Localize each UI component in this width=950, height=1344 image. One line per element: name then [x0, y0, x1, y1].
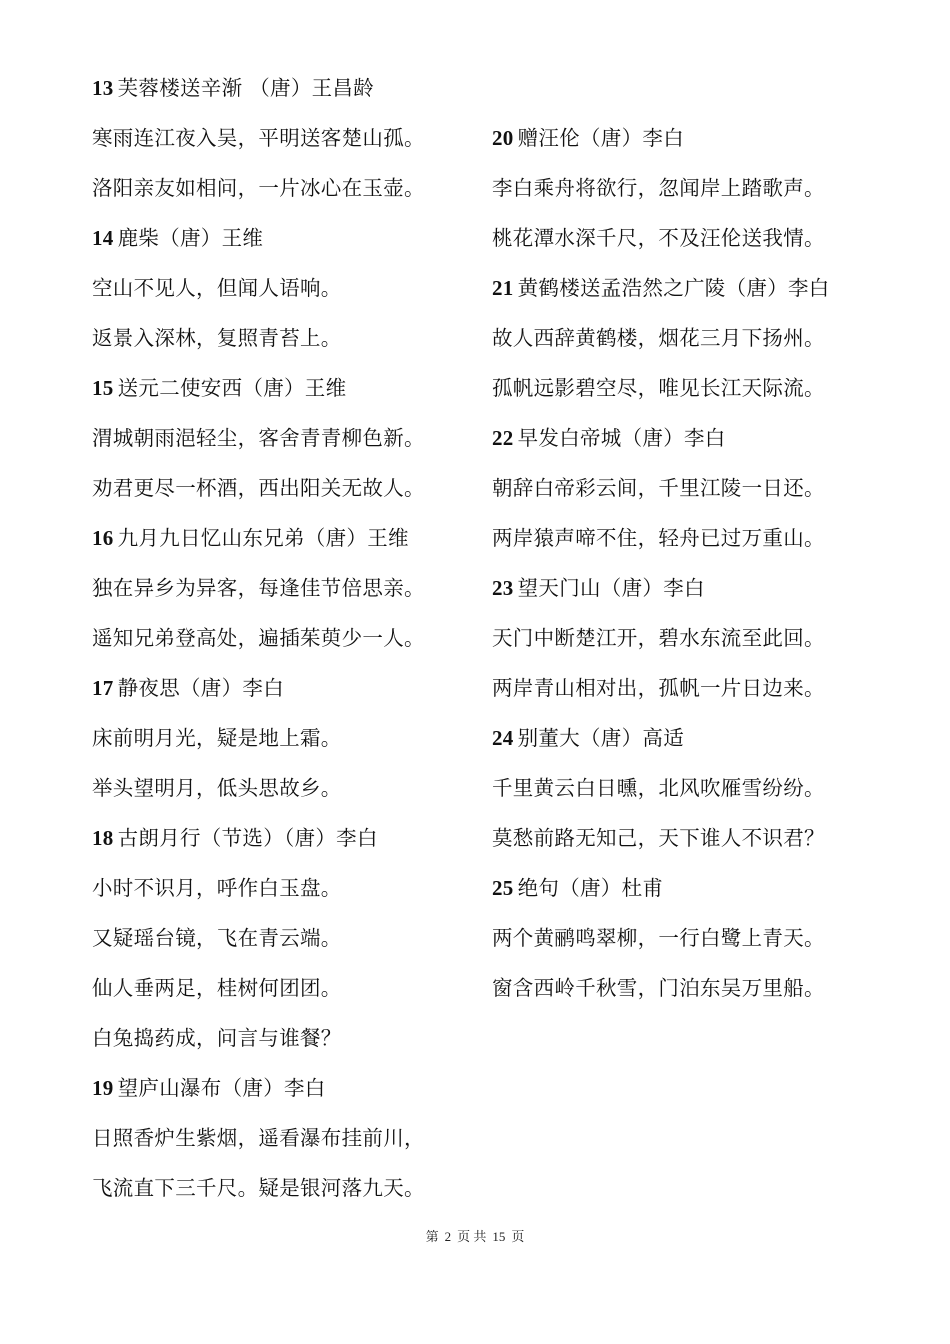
poem-number: 15: [92, 376, 114, 400]
poem-verse: 寒雨连江夜入吴，平明送客楚山孤。: [92, 126, 425, 150]
poem-verse: 返景入深林，复照青苔上。: [92, 326, 342, 350]
poem-number: 22: [492, 426, 514, 450]
poem-title-text: 望天门山（唐）李白: [517, 576, 705, 600]
poem-verse: 飞流直下三千尺。疑是银河落九天。: [92, 1176, 425, 1200]
poem-number: 21: [492, 276, 514, 300]
poem-title: [92, 216, 472, 266]
poem-title: [492, 266, 872, 316]
poem-title-text: 送元二使安西（唐）王维: [117, 376, 347, 400]
poem-title-text: 静夜思（唐）李白: [117, 676, 285, 700]
footer-total-pages: 15: [492, 1229, 506, 1244]
footer-prefix: 第: [425, 1229, 439, 1244]
poem-verse: 仙人垂两足，桂树何团团。: [92, 976, 342, 1000]
poem-verse: 故人西辞黄鹤楼，烟花三月下扬州。: [492, 326, 825, 350]
poem-number: 19: [92, 1076, 114, 1100]
poem-number: 20: [492, 126, 514, 150]
footer-mid: 页 共: [457, 1229, 487, 1244]
poem-verse: 空山不见人，但闻人语响。: [92, 276, 342, 300]
poem-title: [92, 816, 472, 866]
poem-verse: 又疑瑶台镜，飞在青云端。: [92, 926, 342, 950]
poem-verse: 千里黄云白日曛，北风吹雁雪纷纷。: [492, 776, 825, 800]
poem-verse: 白兔捣药成，问言与谁餐？: [92, 1026, 342, 1050]
poem-title-text: 绝句（唐）杜甫: [517, 876, 664, 900]
poem-title: [492, 416, 872, 466]
poem-title-text: 芙蓉楼送辛渐 （唐）王昌龄: [117, 76, 375, 100]
poem-verse: 遥知兄弟登高处，遍插茱萸少一人。: [92, 626, 425, 650]
poem-verse: 洛阳亲友如相问，一片冰心在玉壶。: [92, 176, 425, 200]
poem-title: [492, 116, 872, 166]
page-footer: [0, 1226, 950, 1245]
poem-title-text: 黄鹤楼送孟浩然之广陵（唐）李白: [517, 276, 830, 300]
poem-title: [92, 366, 472, 416]
poem-title: [492, 716, 872, 766]
poem-title-text: 古朗月行（节选）（唐）李白: [117, 826, 378, 850]
poem-verse: 天门中断楚江开，碧水东流至此回。: [492, 626, 825, 650]
poem-number: 17: [92, 676, 114, 700]
poem-verse: 朝辞白帝彩云间，千里江陵一日还。: [492, 476, 825, 500]
poem-title: [92, 666, 472, 716]
poem-number: 25: [492, 876, 514, 900]
poem-verse: 渭城朝雨浥轻尘，客舍青青柳色新。: [92, 426, 425, 450]
poem-number: 18: [92, 826, 114, 850]
poem-title-text: 望庐山瀑布（唐）李白: [117, 1076, 326, 1100]
poem-verse: 劝君更尽一杯酒，西出阳关无故人。: [92, 476, 425, 500]
poem-title-text: 赠汪伦（唐）李白: [517, 126, 685, 150]
poem-verse: 床前明月光，疑是地上霜。: [92, 726, 342, 750]
poem-verse: 李白乘舟将欲行，忽闻岸上踏歌声。: [492, 176, 825, 200]
poem-title-text: 鹿柴（唐）王维: [117, 226, 264, 250]
poem-verse: 孤帆远影碧空尽，唯见长江天际流。: [492, 376, 825, 400]
poem-verse: 举头望明月，低头思故乡。: [92, 776, 342, 800]
footer-current-page: 2: [444, 1229, 452, 1244]
poem-number: 13: [92, 76, 114, 100]
poem-verse: 两个黄鹂鸣翠柳，一行白鹭上青天。: [492, 926, 825, 950]
poem-verse: 日照香炉生紫烟，遥看瀑布挂前川，: [92, 1126, 425, 1150]
poem-number: 23: [492, 576, 514, 600]
poem-title: [92, 1066, 472, 1116]
poem-verse: 窗含西岭千秋雪，门泊东吴万里船。: [492, 976, 825, 1000]
left-column: [92, 66, 472, 1216]
poem-title-text: 别董大（唐）高适: [517, 726, 685, 750]
poem-title: [92, 66, 472, 116]
poem-number: 16: [92, 526, 114, 550]
right-column: [492, 116, 872, 1016]
poem-verse: 两岸青山相对出，孤帆一片日边来。: [492, 676, 825, 700]
poem-number: 24: [492, 726, 514, 750]
poem-verse: 莫愁前路无知己，天下谁人不识君？: [492, 826, 825, 850]
poem-title-text: 九月九日忆山东兄弟（唐）王维: [117, 526, 409, 550]
poem-verse: 两岸猿声啼不住，轻舟已过万重山。: [492, 526, 825, 550]
poem-verse: 桃花潭水深千尺，不及汪伦送我情。: [492, 226, 825, 250]
poem-title: [492, 866, 872, 916]
poem-number: 14: [92, 226, 114, 250]
poem-title-text: 早发白帝城（唐）李白: [517, 426, 726, 450]
poem-title: [492, 566, 872, 616]
poem-title: [92, 516, 472, 566]
footer-suffix: 页: [511, 1229, 525, 1244]
poem-verse: 小时不识月，呼作白玉盘。: [92, 876, 342, 900]
poem-verse: 独在异乡为异客，每逢佳节倍思亲。: [92, 576, 425, 600]
